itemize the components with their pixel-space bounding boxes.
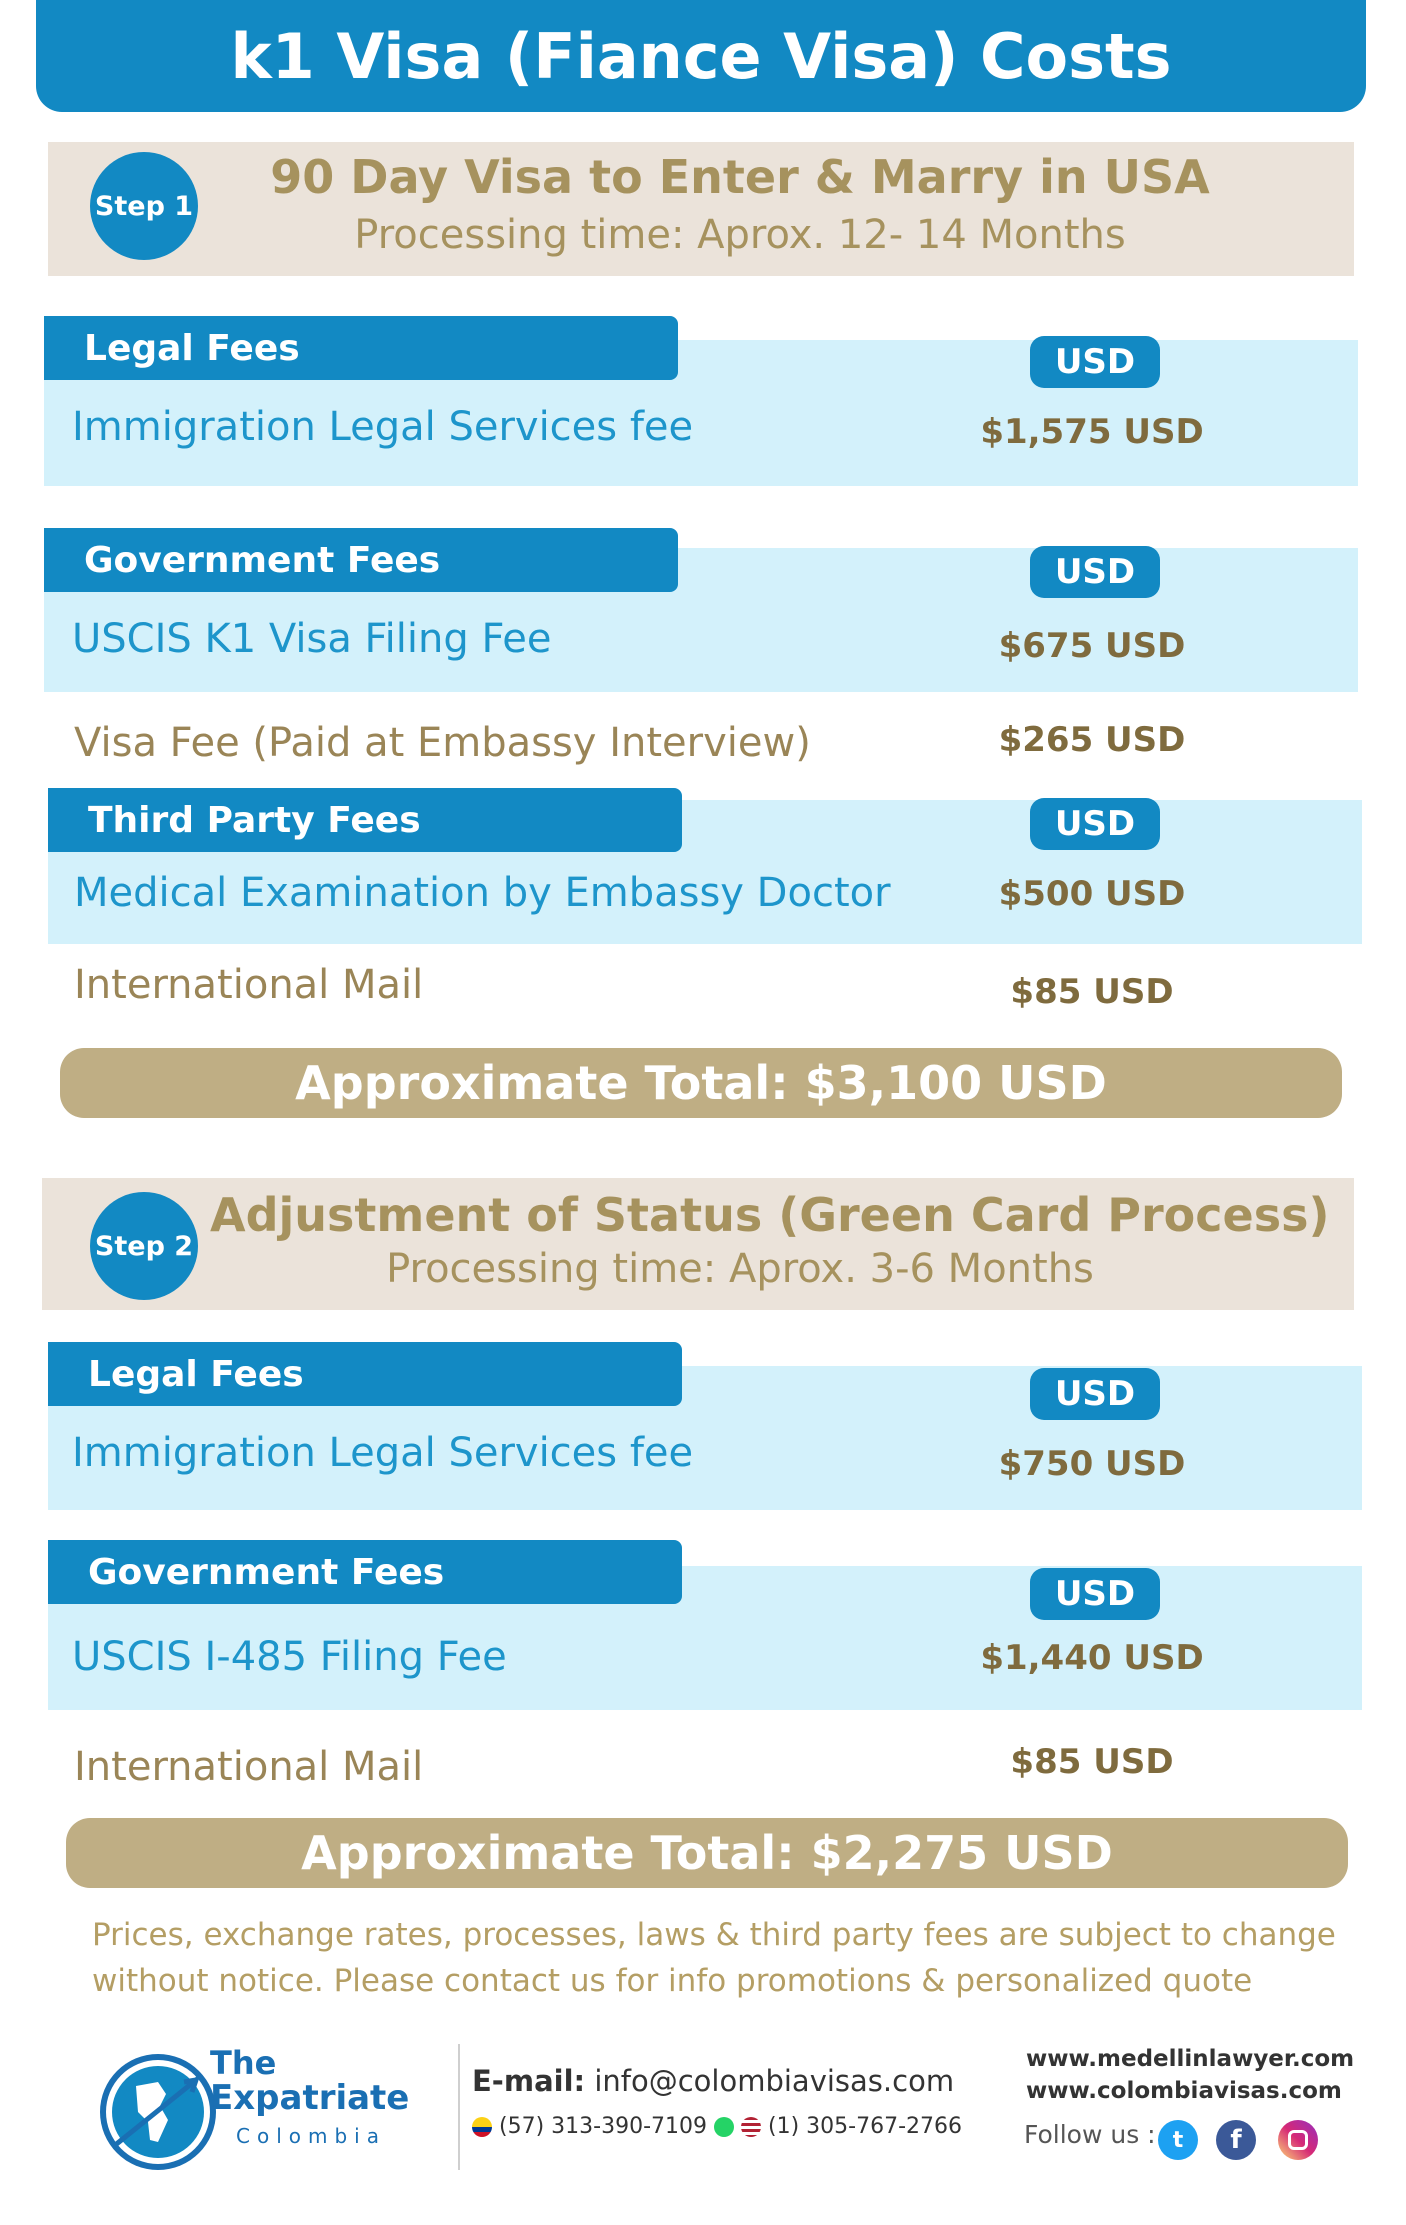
footer-email — [472, 2064, 954, 2098]
usa-flag-icon — [741, 2117, 761, 2137]
phone-colombia[interactable]: (57) 313-390-7109 — [499, 2114, 708, 2139]
globe-icon — [96, 2050, 220, 2174]
step1-legal-heading: Legal Fees — [44, 316, 678, 380]
step1-visa-fee-item: Visa Fee (Paid at Embassy Interview) — [74, 720, 811, 766]
step1-badge: Step 1 — [90, 152, 198, 260]
step1-title: 90 Day Visa to Enter & Marry in USA — [270, 150, 1210, 204]
step2-legal-item: Immigration Legal Services fee — [72, 1430, 694, 1476]
website-1[interactable]: www.medellinlawyer.com — [1026, 2046, 1355, 2072]
step2-total: Approximate Total: $2,275 USD — [66, 1818, 1348, 1888]
phone-usa[interactable]: (1) 305-767-2766 — [768, 2114, 963, 2139]
step2-government-item: USCIS I-485 Filing Fee — [72, 1634, 507, 1680]
logo-the: The — [210, 2044, 277, 2082]
step1-visa-fee-amount: $265 USD — [998, 720, 1186, 760]
twitter-icon[interactable]: t — [1158, 2120, 1198, 2160]
page-title: k1 Visa (Fiance Visa) Costs — [36, 0, 1366, 112]
step1-subtitle: Processing time: Aprox. 12- 14 Months — [354, 212, 1126, 258]
disclaimer — [92, 1912, 1342, 2004]
step1-mail-item: International Mail — [74, 962, 424, 1008]
whatsapp-icon[interactable] — [714, 2117, 734, 2137]
step2-badge: Step 2 — [90, 1192, 198, 1300]
company-logo — [96, 2040, 426, 2180]
step2-title: Adjustment of Status (Green Card Process) — [210, 1188, 1330, 1242]
step2-government-amount: $1,440 USD — [980, 1638, 1204, 1678]
step2-mail-amount: $85 USD — [1010, 1742, 1174, 1782]
footer-phones — [472, 2114, 962, 2139]
step2-government-heading: Government Fees — [48, 1540, 682, 1604]
step1-third-party-item: Medical Examination by Embassy Doctor — [74, 870, 891, 916]
step1-government-heading: Government Fees — [44, 528, 678, 592]
step1-legal-currency: USD — [1030, 336, 1160, 388]
step1-third-party-amount: $500 USD — [998, 874, 1186, 914]
follow-label: Follow us : — [1024, 2120, 1156, 2149]
step1-government-amount: $675 USD — [998, 626, 1186, 666]
step1-government-currency: USD — [1030, 546, 1160, 598]
step2-subtitle: Processing time: Aprox. 3-6 Months — [386, 1246, 1094, 1292]
step1-mail-amount: $85 USD — [1010, 972, 1174, 1012]
colombia-flag-icon — [472, 2117, 492, 2137]
step1-third-party-heading: Third Party Fees — [48, 788, 682, 852]
logo-country: Colombia — [236, 2124, 386, 2148]
step1-legal-item: Immigration Legal Services fee — [72, 404, 694, 450]
instagram-icon[interactable] — [1278, 2120, 1318, 2160]
email-link[interactable]: info@colombiavisas.com — [594, 2064, 955, 2098]
facebook-icon[interactable]: f — [1216, 2120, 1256, 2160]
step1-legal-amount: $1,575 USD — [980, 412, 1204, 452]
footer-divider — [458, 2044, 460, 2170]
step2-government-currency: USD — [1030, 1568, 1160, 1620]
step1-government-item: USCIS K1 Visa Filing Fee — [72, 616, 552, 662]
step2-mail-item: International Mail — [74, 1744, 424, 1790]
logo-expatriate: Expatriate — [210, 2078, 410, 2118]
step2-legal-amount: $750 USD — [998, 1444, 1186, 1484]
step2-legal-heading: Legal Fees — [48, 1342, 682, 1406]
step1-third-party-currency: USD — [1030, 798, 1160, 850]
email-label: E-mail: — [472, 2064, 586, 2098]
disclaimer-line-2: without notice. Please contact us for info promotions & personalized quote — [92, 1963, 1253, 1999]
step2-legal-currency: USD — [1030, 1368, 1160, 1420]
website-2[interactable]: www.colombiavisas.com — [1026, 2078, 1342, 2104]
disclaimer-line-1: Prices, exchange rates, processes, laws & third party fees are subject to change — [92, 1917, 1336, 1953]
step1-total: Approximate Total: $3,100 USD — [60, 1048, 1342, 1118]
